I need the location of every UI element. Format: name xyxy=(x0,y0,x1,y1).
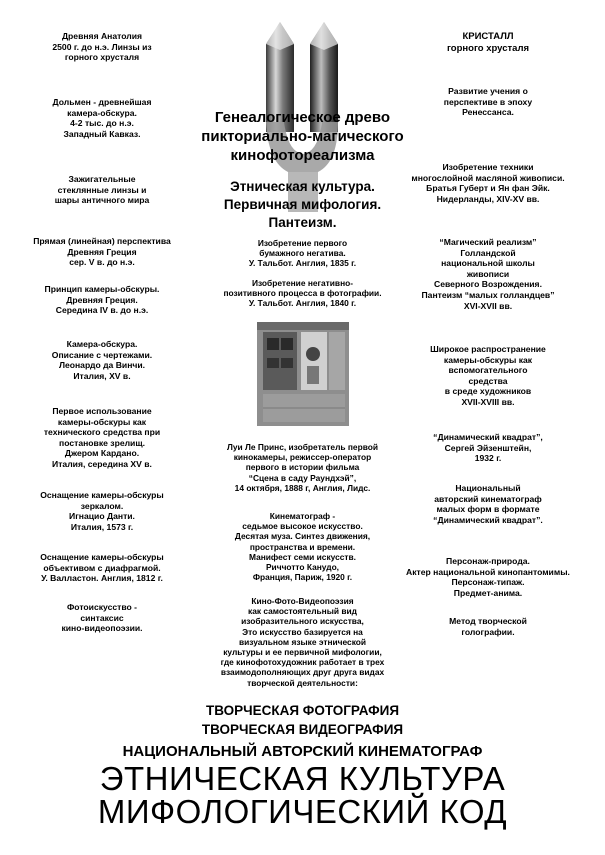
left-entry-cardano: Первое использование камеры-обскуры как технического средства при постановке зрелищ. Джером Кардано. Италия, середина XV в. xyxy=(43,406,161,469)
bottom-ethnic-culture: ЭТНИЧЕСКАЯ КУЛЬТУРА xyxy=(99,760,506,797)
center-entry-talbot-process: Изобретение негативно- позитивного процесса в фотографии. У. Тальбот. Англия, 1840 г. xyxy=(223,278,382,309)
center-entry-le-prince: Луи Ле Принс, изобретатель первой кинокамеры, режиссер-оператор первого в истории фильма “Сцена в саду Раундхэй”, 14 октября, 1888 г, Англия, Лидс. xyxy=(226,442,379,493)
center-entry-talbot-negative: Изобретение первого бумажного негатива. У. Тальбот. Англия, 1835 г. xyxy=(248,238,357,269)
bottom-creative-photography: ТВОРЧЕСКАЯ ФОТОГРАФИЯ xyxy=(205,703,400,718)
right-entry-magic-realism: “Магический реализм” Голландской национальной школы живописи Северного Возрождения. Пантеизм “малых голландцев” XVI-XVII вв. xyxy=(421,237,555,311)
center-entry-kino-foto-video: Кино-Фото-Видеопоэзия как самостоятельный вид изобразительного искусства, Это искусство базируется на визуальном языке этнической культуры и ее первичной мифологии, где кинофотохудожник работает в трех взаимодополняющих друг друга видах творческой деятельности: xyxy=(220,596,385,688)
bottom-creative-videography: ТВОРЧЕСКАЯ ВИДЕОГРАФИЯ xyxy=(201,722,404,737)
page-title: Генеалогическое древо пикториально-магического кинофотореализма xyxy=(201,109,404,164)
left-entry-anatolia: Древняя Анатолия 2500 г. до н.э. Линзы из горного хрусталя xyxy=(52,31,152,63)
center-entry-canudo: Кинематограф - седьмое высокое искусство. Десятая муза. Синтез движения, пространства и времени. Манифест семи искусств. Риччотто Канудо, Франция, Париж, 1920 г. xyxy=(234,511,371,583)
left-entry-danti: Оснащение камеры-обскуры зеркалом. Игнацио Данти. Италия, 1573 г. xyxy=(40,490,164,532)
left-entry-lenses: Зажигательные стеклянные линзы и шары античного мира xyxy=(54,174,150,206)
right-entry-van-eyck: Изобретение техники многослойной масляной живописи. Братья Губерт и Ян фан Эйк. Нидерланды, XIV-XV вв. xyxy=(411,162,565,204)
right-entry-obscura-spread: Широкое распространение камеры-обскуры как вспомогательного средства в среде художников XVII-XVIII вв. xyxy=(430,344,546,407)
left-entry-obscura-principle: Принцип камеры-обскуры. Древняя Греция. Середина IV в. до н.э. xyxy=(44,284,160,316)
page-subtitle: Этническая культура. Первичная мифология. Пантеизм. xyxy=(223,179,382,230)
le-prince-camera-image xyxy=(255,318,351,428)
right-entry-national-cinema: Национальный авторский кинематограф малых форм в формате “Динамический квадрат”. xyxy=(433,483,543,525)
right-entry-character-nature: Персонаж-природа. Актер национальной кинопантомимы. Персонаж-типаж. Предмет-анима. xyxy=(406,556,570,598)
left-entry-perspective: Прямая (линейная) перспектива Древняя Греция сер. V в. до н.э. xyxy=(33,236,171,268)
bottom-mythological-code: МИФОЛОГИЧЕСКИЙ КОД xyxy=(97,793,508,830)
left-entry-photoart: Фотоискусство - синтаксис кино-видеопоэзии. xyxy=(61,602,143,634)
left-entry-wollaston: Оснащение камеры-обскуры объективом с диафрагмой. У. Валластон. Англия, 1812 г. xyxy=(40,552,164,584)
right-entry-crystal: КРИСТАЛЛ горного хрусталя xyxy=(446,31,530,54)
bottom-national-cinema: НАЦИОНАЛЬНЫЙ АВТОРСКИЙ КИНЕМАТОГРАФ xyxy=(122,743,483,760)
left-entry-leonardo: Камера-обскура. Описание с чертежами. Леонардо да Винчи. Италия, XV в. xyxy=(51,339,153,381)
left-entry-dolmen: Дольмен - древнейшая камера-обскура. 4-2 тыс. до н.э. Западный Кавказ. xyxy=(52,97,152,139)
right-entry-renaissance: Развитие учения о перспективе в эпоху Ренессанса. xyxy=(443,86,533,118)
right-entry-eisenstein: “Динамический квадрат”, Сергей Эйзенштейн, 1932 г. xyxy=(433,432,543,464)
right-entry-holography: Метод творческой голографии. xyxy=(449,616,527,637)
